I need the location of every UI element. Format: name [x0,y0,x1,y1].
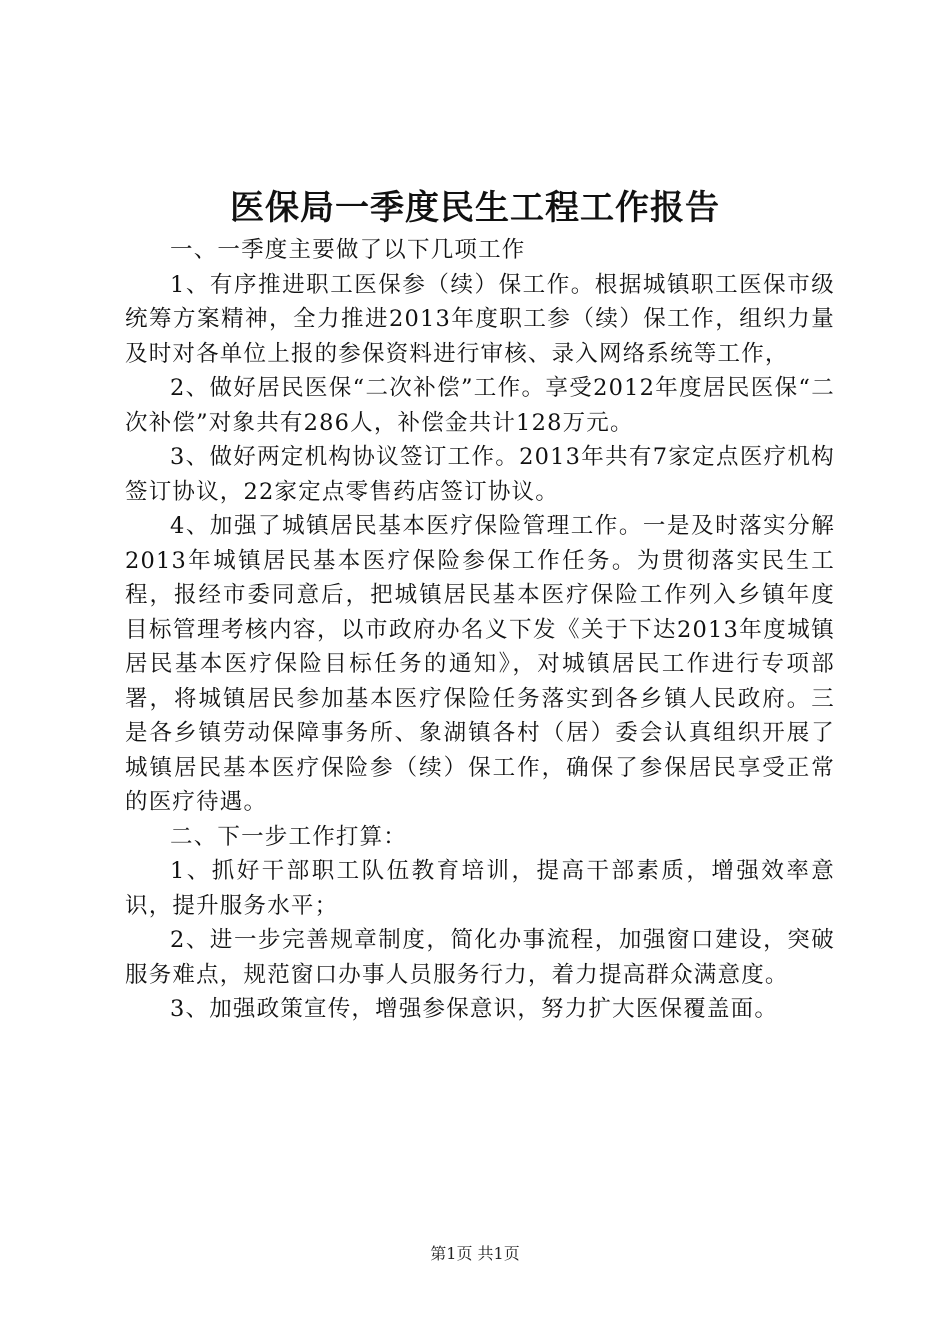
plan-item-1: 1、抓好干部职工队伍教育培训，提高干部素质，增强效率意识，提升服务水平； [125,858,835,919]
paragraph-item-4: 4、加强了城镇居民基本医疗保险管理工作。一是及时落实分解2013年城镇居民基本医疗保险参保工作任务。为贯彻落实民生工程，报经市委同意后，把城镇居民基本医疗保险工作列入乡镇年度目标管理考核内容，以市政府办名义下发《关于下达2013年度城镇居民基本医疗保险目标任务的通知》，对城镇居民工作进行专项部署，将城镇居民参加基本医疗保险任务落实到各乡镇人民政府。三是各乡镇劳动保障事务所、象湖镇各村（居）委会认真组织开展了城镇居民基本医疗保险参（续）保工作，确保了参保居民享受正常的医疗待遇。 [125,513,835,815]
section-heading-2: 二、下一步工作打算： [170,823,408,850]
paragraph-item-2: 2、做好居民医保“二次补偿”工作。享受2012年度居民医保“二次补偿”对象共有286人，补偿金共计128万元。 [125,375,835,436]
document-body [125,233,835,1027]
paragraph-item-3: 3、做好两定机构协议签订工作。2013年共有7家定点医疗机构签订协议，22家定点零售药店签订协议。 [125,444,835,505]
page-number-footer: 第1页 共1页 [430,1244,520,1263]
section-heading-1: 一、一季度主要做了以下几项工作 [170,237,526,263]
document-title: 医保局一季度民生工程工作报告 [230,188,720,228]
plan-item-3: 3、加强政策宣传，增强参保意识，努力扩大医保覆盖面。 [170,996,779,1022]
paragraph-item-1: 1、有序推进职工医保参（续）保工作。根据城镇职工医保市级统筹方案精神，全力推进2013年度职工参（续）保工作，组织力量及时对各单位上报的参保资料进行审核、录入网络系统等工作， [125,271,835,367]
plan-item-2: 2、进一步完善规章制度，简化办事流程，加强窗口建设，突破服务难点，规范窗口办事人员服务行力，着力提高群众满意度。 [125,927,835,988]
